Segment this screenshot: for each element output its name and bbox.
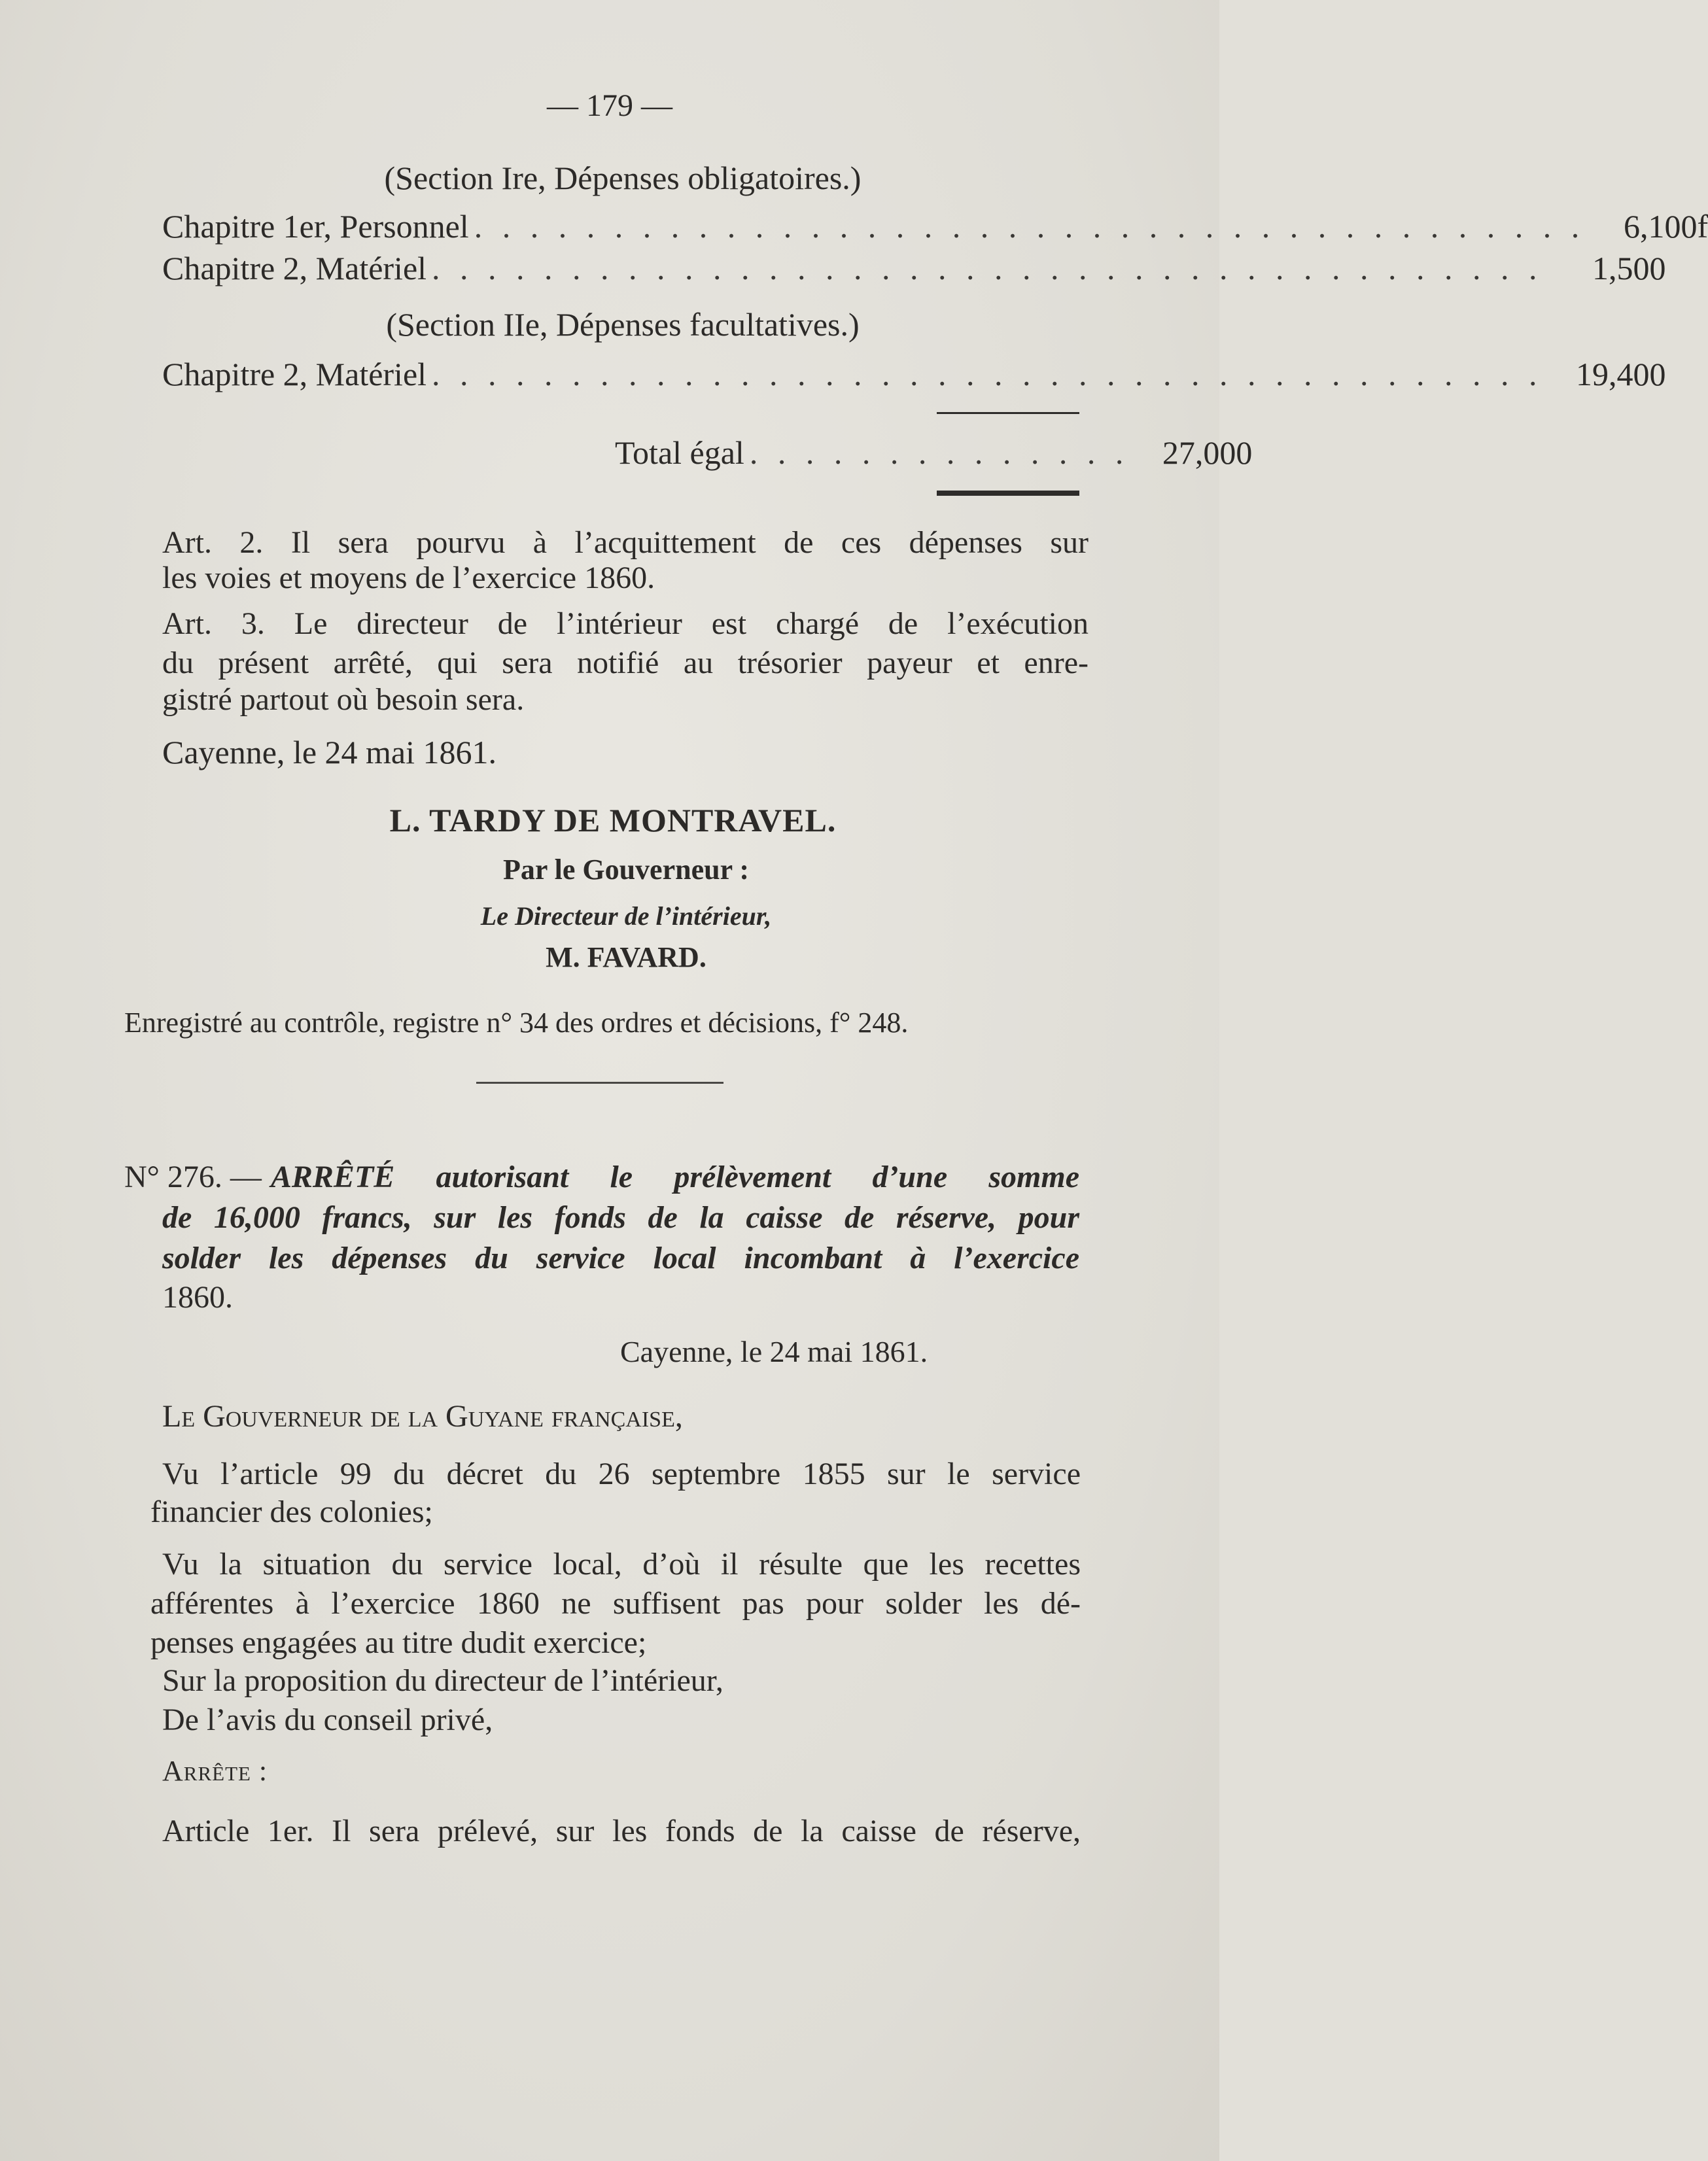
art3-line2: du présent arrêté, qui sera notifié au trésorier payeur et enre- [162, 646, 1089, 680]
section-separator [476, 1082, 723, 1084]
art2-line2: les voies et moyens de l’exercice 1860. [162, 561, 655, 595]
sum-rule [937, 412, 1079, 414]
decree-title-line3: solder les dépenses du service local incombant à l’exercice [162, 1241, 1079, 1275]
proposition-line: Sur la proposition du directeur de l’intérieur, [162, 1663, 723, 1698]
arrete-heading: Arrête : [162, 1755, 268, 1787]
page-number: — 179 — [547, 88, 672, 123]
vu1-line1: Vu l’article 99 du décret du 26 septembre 1855 sur le service [162, 1457, 1081, 1491]
row-label: Chapitre 2, Matériel [162, 356, 427, 392]
budget-total-row [615, 433, 1253, 472]
total-rule [937, 491, 1079, 496]
by-governor: Par le Gouverneur : [503, 854, 749, 886]
row-amount: 6,100f [1624, 208, 1708, 245]
leader-dots: . . . . . . . . . . . . . . . . . . . . . . . . . . . . . . . . . . . . . . . . [432, 356, 1543, 392]
section2-heading: (Section IIe, Dépenses facultatives.) [386, 306, 860, 343]
section1-heading: (Section Ire, Dépenses obligatoires.) [384, 160, 862, 196]
row-label: Chapitre 2, Matériel [162, 250, 427, 286]
row-amount: 1,500 [1592, 250, 1666, 286]
art3-line3: gistré partout où besoin sera. [162, 682, 525, 717]
decree-number: N° 276. — [124, 1160, 262, 1194]
vu2-line2: afférentes à l’exercice 1860 ne suffisent pas pour solder les dé- [150, 1586, 1081, 1621]
art3-line1: Art. 3. Le directeur de l’intérieur est chargé de l’exécution [162, 606, 1089, 641]
leader-dots: . . . . . . . . . . . . . . . . . . . . . . . . . . . . . . . . . . . . . . . . [432, 250, 1543, 286]
vu2-line1: Vu la situation du service local, d’où il résulte que les recettes [162, 1547, 1081, 1582]
total-label: Total égal [615, 434, 744, 471]
row-label: Chapitre 1er, Personnel [162, 208, 469, 245]
registration-note: Enregistré au contrôle, registre n° 34 des ordres et décisions, f° 248. [124, 1007, 909, 1039]
article1-line1: Article 1er. Il sera prélevé, sur les fonds de la caisse de réserve, [162, 1814, 1081, 1848]
director-name: M. FAVARD. [546, 941, 706, 973]
avis-line: De l’avis du conseil privé, [162, 1703, 493, 1737]
decree-date: Cayenne, le 24 mai 1861. [620, 1335, 928, 1368]
budget-row-materiel [162, 249, 1666, 288]
leader-dots: . . . . . . . . . . . . . . [749, 434, 1130, 471]
budget-row-materiel-facultatif [162, 354, 1666, 394]
art2-line1: Art. 2. Il sera pourvu à l’acquittement de ces dépenses sur [162, 525, 1089, 560]
vu2-line3: penses engagées au titre dudit exercice; [150, 1625, 647, 1660]
governor-signature: L. TARDY DE MONTRAVEL. [389, 802, 837, 838]
row-amount: 19,400 [1576, 356, 1666, 392]
leader-dots: . . . . . . . . . . . . . . . . . . . . . . . . . . . . . . . . . . . . . . . . [474, 208, 1586, 245]
governor-intro: Le Gouverneur de la Guyane française, [162, 1399, 683, 1434]
decree-title-line4: 1860. [162, 1280, 233, 1315]
decree-title-line1 [124, 1158, 1079, 1197]
budget-row-personnel [162, 207, 1708, 246]
place-date: Cayenne, le 24 mai 1861. [162, 734, 497, 770]
total-amount: 27,000 [1162, 434, 1253, 471]
decree-title-line2: de 16,000 francs, sur les fonds de la caisse de réserve, pour [162, 1200, 1079, 1235]
decree-title-text: ARRÊTÉ autorisant le prélèvement d’une somme [270, 1160, 1079, 1194]
vu1-line2: financier des colonies; [150, 1495, 433, 1529]
director-title: Le Directeur de l’intérieur, [480, 901, 772, 931]
